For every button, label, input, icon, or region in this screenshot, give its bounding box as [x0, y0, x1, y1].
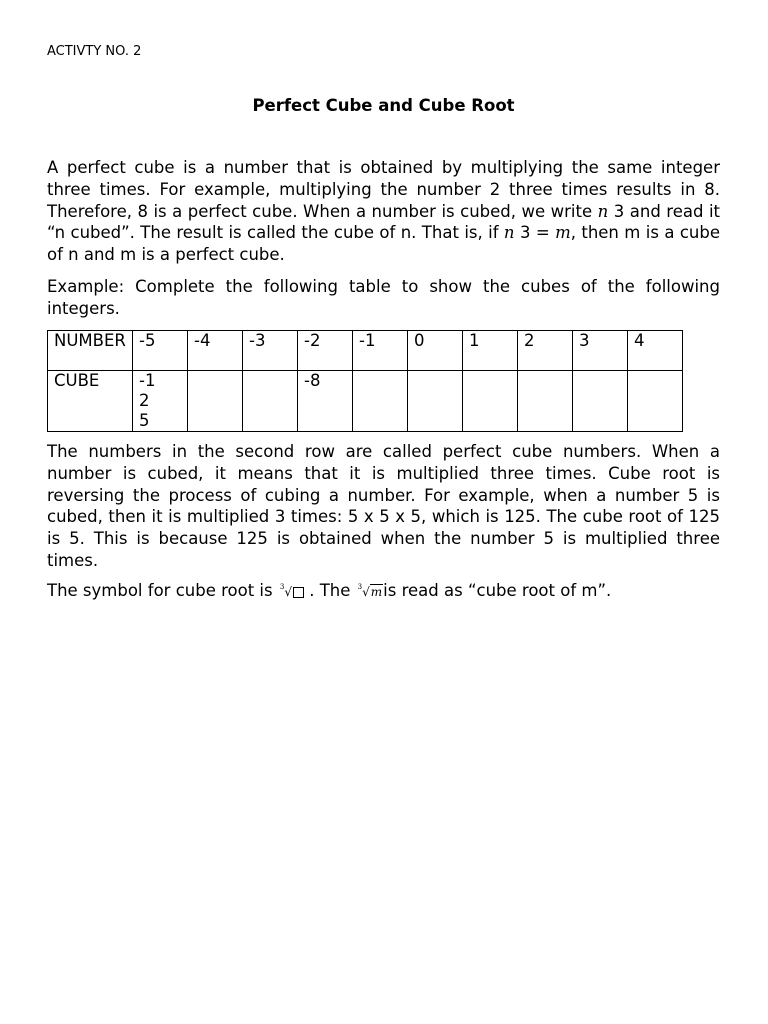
variable-n: n	[503, 223, 515, 243]
symbol-text-1: The symbol for cube root is	[47, 581, 278, 600]
variable-n: n	[597, 201, 609, 221]
table-cell: -5	[133, 331, 188, 371]
table-cell: -2	[298, 331, 353, 371]
table-cell	[573, 371, 628, 432]
intro-paragraph	[47, 157, 720, 266]
table-cell	[353, 371, 408, 432]
row-header-number	[48, 331, 133, 371]
table-cell	[188, 371, 243, 432]
table-cell: 2	[518, 331, 573, 371]
activity-label: ACTIVTY NO. 2	[47, 44, 142, 59]
intro-text-2: 3 and read it “n cubed”. The result is called the cube of n. That is, if	[47, 201, 721, 243]
page-title: Perfect Cube and Cube Root	[252, 96, 515, 115]
table-cell	[628, 371, 683, 432]
row-header-cube: CUBE	[48, 371, 133, 432]
table-cell	[408, 371, 463, 432]
intro-text-1: A perfect cube is a number that is obtained by multiplying the same integer three times. For example, multiplying the number 2 three times results in 8. Therefore, 8 is a perfect cube. When a number is cubed, we write	[47, 158, 720, 221]
radical-index: 3	[279, 583, 285, 591]
variable-m: m	[555, 223, 571, 243]
cube-table	[47, 330, 683, 432]
table-cell: 0	[408, 331, 463, 371]
symbol-text-3: is read as “cube root of m”.	[383, 581, 612, 600]
symbol-paragraph	[47, 580, 720, 606]
table-row-numbers	[48, 331, 683, 371]
table-cell	[518, 371, 573, 432]
cube-root-symbol-icon: $^3$√	[278, 582, 304, 606]
table-cell: 4	[628, 331, 683, 371]
cube-root-of-m-icon: $^3$√m	[357, 583, 383, 599]
table-cell	[243, 371, 298, 432]
table-cell: -4	[188, 331, 243, 371]
table-cell: 3	[573, 331, 628, 371]
radical-index: 3	[357, 583, 363, 591]
table-cell: 1	[463, 331, 518, 371]
intro-text-3: 3 =	[514, 223, 556, 243]
explanation-paragraph: The numbers in the second row are called perfect cube numbers. When a number is cubed, it means that it is multiplied three times. Cube root is reversing the process of cubing a number. For example, when a number 5 is cubed, then it is multiplied 3 times: 5 x 5 x 5, which is 125. The cube root of 125 is 5. This is because 125 is obtained when the number 5 is multiplied three times.	[47, 442, 720, 570]
table-cell	[133, 371, 188, 432]
table-cell: -3	[243, 331, 298, 371]
row-header-number-text: NUMBER	[54, 331, 126, 350]
table-cell: -8	[298, 371, 353, 432]
table-cell-text: -125	[139, 371, 156, 430]
intro-text-4: , then m is a cube of n and m is a perfect cube.	[47, 223, 720, 265]
table-row-cubes	[48, 371, 683, 432]
example-paragraph: Example: Complete the following table to show the cubes of the following integers.	[47, 277, 720, 318]
symbol-text-2: . The	[303, 581, 356, 600]
table-cell	[463, 371, 518, 432]
table-cell: -1	[353, 331, 408, 371]
radical-variable-m: m	[370, 585, 383, 599]
placeholder-box-icon	[293, 587, 304, 598]
